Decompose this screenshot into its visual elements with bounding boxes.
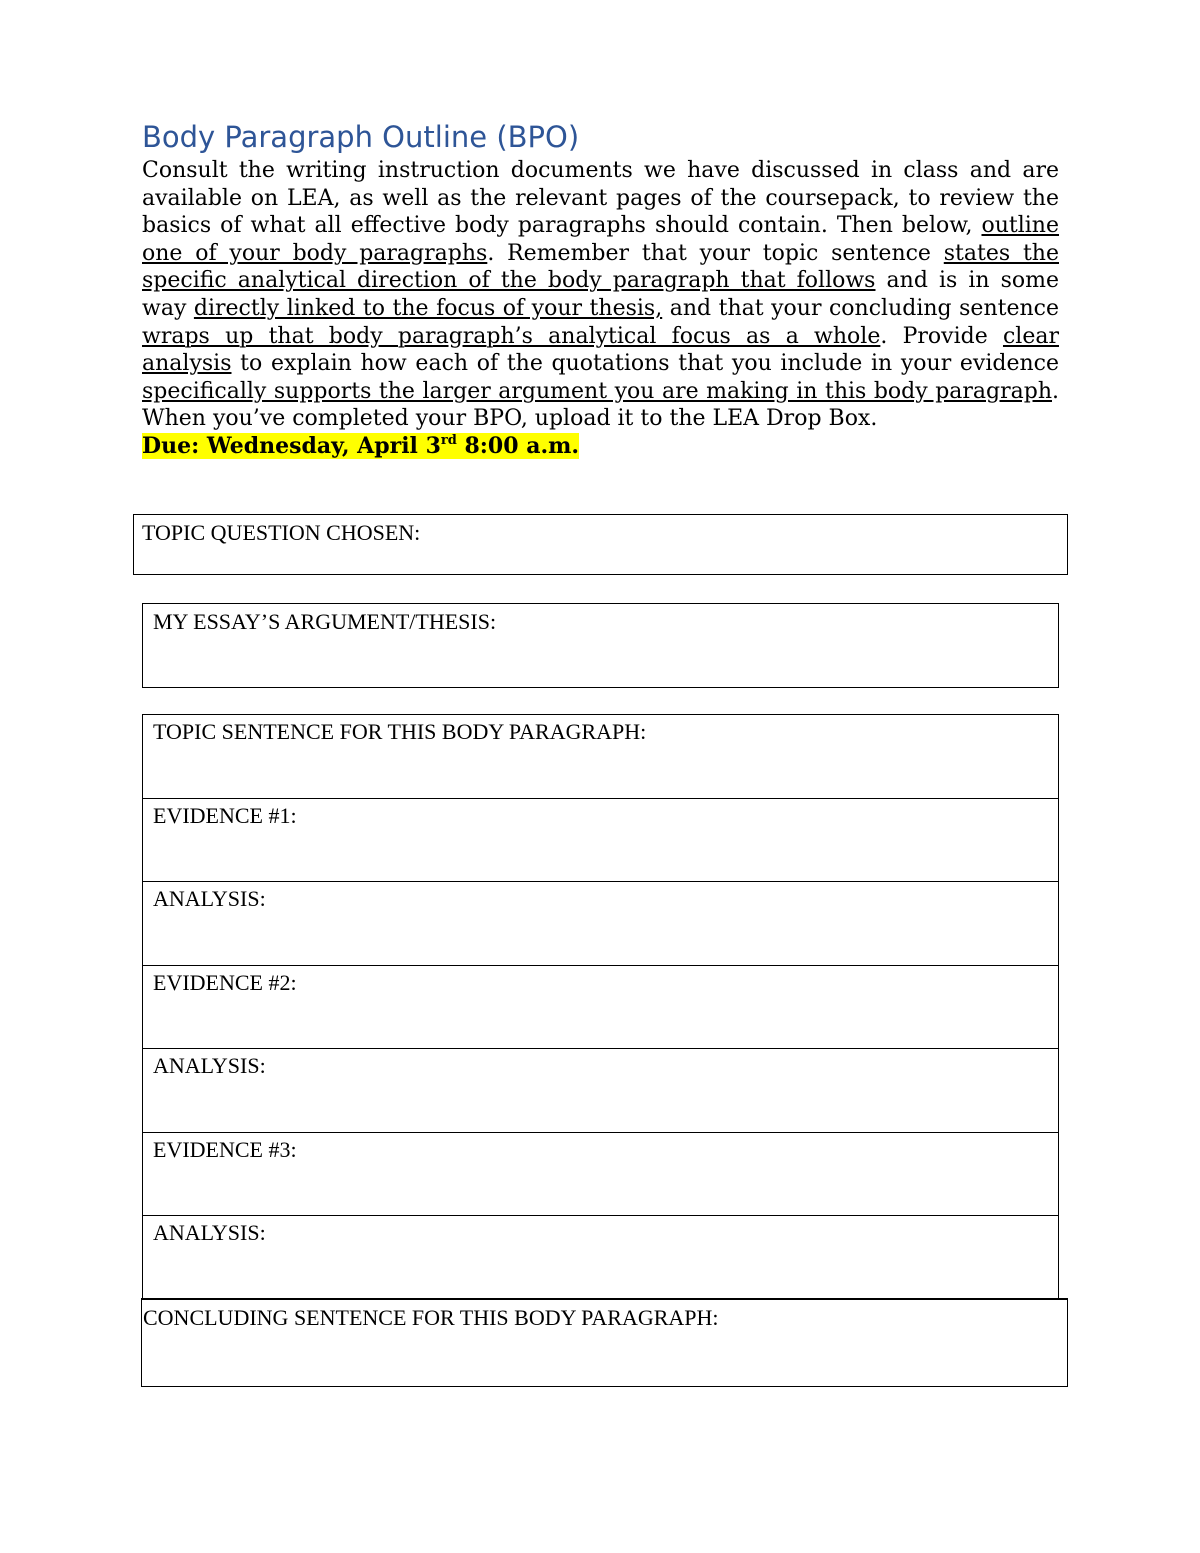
intro-text: Consult the writing instruction documents we have discussed in class and are available on LEA, as well as the relevant pages of the coursepack, to review the basics of what all effective body paragraphs should contain. Then below, [142, 158, 1059, 239]
intro-text: and that your concluding sentence [662, 295, 1059, 321]
thesis-field[interactable] [142, 603, 1059, 688]
intro-text: and is in some way [142, 268, 1059, 321]
due-date-text: Due: Wednesday, April 3 [142, 432, 441, 459]
intro-emphasis: wraps up that body paragraph’s analytical focus as a whole [142, 323, 881, 349]
concluding-sentence-field[interactable] [141, 1298, 1068, 1387]
evidence-3-field[interactable] [142, 1132, 1059, 1216]
thesis-label: MY ESSAY’S ARGUMENT/THESIS: [153, 609, 497, 634]
analysis-1-label: ANALYSIS: [153, 886, 266, 911]
intro-emphasis: specifically supports the larger argument you are making in this body paragraph [142, 378, 1052, 404]
topic-question-label: TOPIC QUESTION CHOSEN: [142, 520, 421, 545]
page-title: Body Paragraph Outline (BPO) [142, 120, 580, 154]
analysis-3-label: ANALYSIS: [153, 1220, 266, 1245]
concluding-sentence-label: CONCLUDING SENTENCE FOR THIS BODY PARAGRAPH: [143, 1305, 719, 1330]
intro-emphasis: clear analysis [142, 323, 1059, 377]
intro-text: . When you’ve completed your BPO, upload it to the LEA Drop Box. [142, 378, 1059, 432]
instructions-paragraph [142, 157, 1059, 461]
topic-question-field[interactable] [133, 514, 1068, 575]
intro-text: to explain how each of the quotations that you include in your evidence [231, 351, 1059, 377]
evidence-3-label: EVIDENCE #3: [153, 1136, 297, 1162]
evidence-1-label: EVIDENCE #1: [153, 802, 297, 828]
due-date-ordinal: rd [440, 432, 457, 448]
intro-text: . Remember that your topic sentence [487, 240, 944, 266]
evidence-1-field[interactable] [142, 798, 1059, 882]
intro-emphasis: outline one of your body paragraphs [142, 213, 1059, 266]
intro-emphasis: states the specific analytical direction of the body paragraph that follows [142, 240, 1059, 294]
analysis-2-field[interactable] [142, 1048, 1059, 1132]
evidence-2-label: EVIDENCE #2: [153, 969, 297, 995]
analysis-2-label: ANALYSIS: [153, 1053, 266, 1078]
due-time-text: 8:00 a.m. [456, 432, 580, 459]
topic-sentence-label: TOPIC SENTENCE FOR THIS BODY PARAGRAPH: [153, 719, 647, 744]
analysis-3-field[interactable] [142, 1215, 1059, 1299]
analysis-1-field[interactable] [142, 881, 1059, 965]
topic-sentence-field[interactable] [142, 714, 1059, 798]
evidence-2-field[interactable] [142, 965, 1059, 1049]
outline-table [142, 714, 1059, 1299]
due-date-highlight [142, 433, 579, 459]
intro-emphasis: directly linked to the focus of your thesis, [193, 295, 663, 321]
intro-text: . Provide [880, 323, 1003, 349]
